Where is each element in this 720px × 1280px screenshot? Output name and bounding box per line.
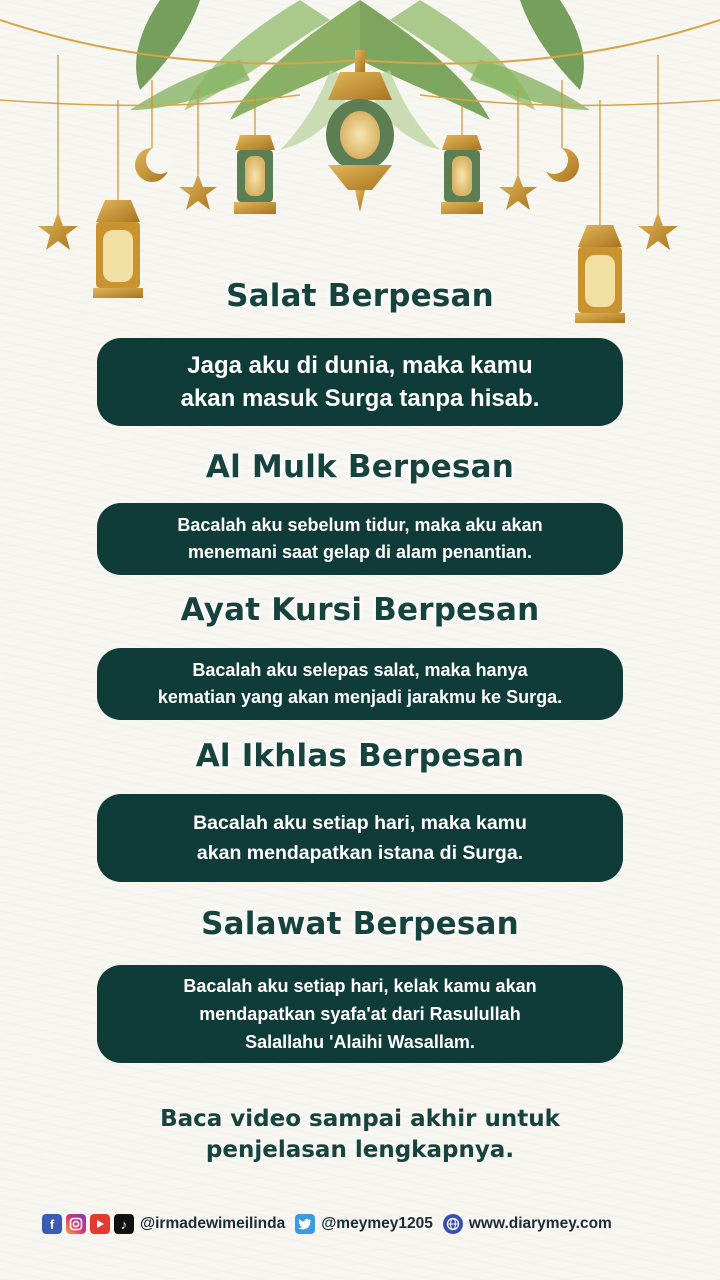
youtube-icon[interactable] (90, 1214, 110, 1234)
section-heading-salat: Salat Berpesan (226, 278, 494, 314)
message-card-ayat-kursi (97, 648, 623, 720)
message-text: Bacalah aku sebelum tidur, maka aku akan menemani saat gelap di alam penantian. (177, 515, 543, 562)
message-text: Bacalah aku setiap hari, maka kamu akan mendapatkan istana di Surga. (193, 812, 527, 864)
message-text: Bacalah aku selepas salat, maka hanya kematian yang akan menjadi jarakmu ke Surga. (157, 660, 563, 707)
website-link[interactable]: www.diarymey.com (468, 1215, 612, 1232)
section-heading-al-mulk: Al Mulk Berpesan (205, 449, 515, 485)
message-text: Bacalah aku setiap hari, kelak kamu akan mendapatkan syafa'at dari Rasulullah Salallahu 'Alaihi Wasallam. (183, 976, 537, 1052)
section-heading-al-ikhlas: Al Ikhlas Berpesan (195, 738, 525, 774)
globe-icon[interactable] (443, 1214, 463, 1234)
tiktok-icon[interactable]: ♪ (114, 1214, 134, 1234)
section-heading-ayat-kursi: Ayat Kursi Berpesan (180, 592, 540, 628)
message-text: Jaga aku di dunia, maka kamu akan masuk Surga tanpa hisab. (180, 352, 540, 412)
twitter-icon[interactable] (295, 1214, 315, 1234)
message-card-salat (97, 338, 623, 426)
message-card-al-mulk (97, 503, 623, 575)
section-heading-salawat: Salawat Berpesan (201, 906, 519, 942)
facebook-icon[interactable]: f (42, 1214, 62, 1234)
instagram-handle[interactable]: @irmadewimeilinda (140, 1215, 286, 1232)
message-card-al-ikhlas (97, 794, 623, 882)
twitter-handle[interactable]: @meymey1205 (321, 1215, 433, 1232)
footer-note: Baca video sampai akhir untuk penjelasan lengkapnya. (160, 1106, 560, 1163)
instagram-icon[interactable] (66, 1214, 86, 1234)
social-bar (42, 1212, 618, 1236)
message-card-salawat (97, 965, 623, 1063)
